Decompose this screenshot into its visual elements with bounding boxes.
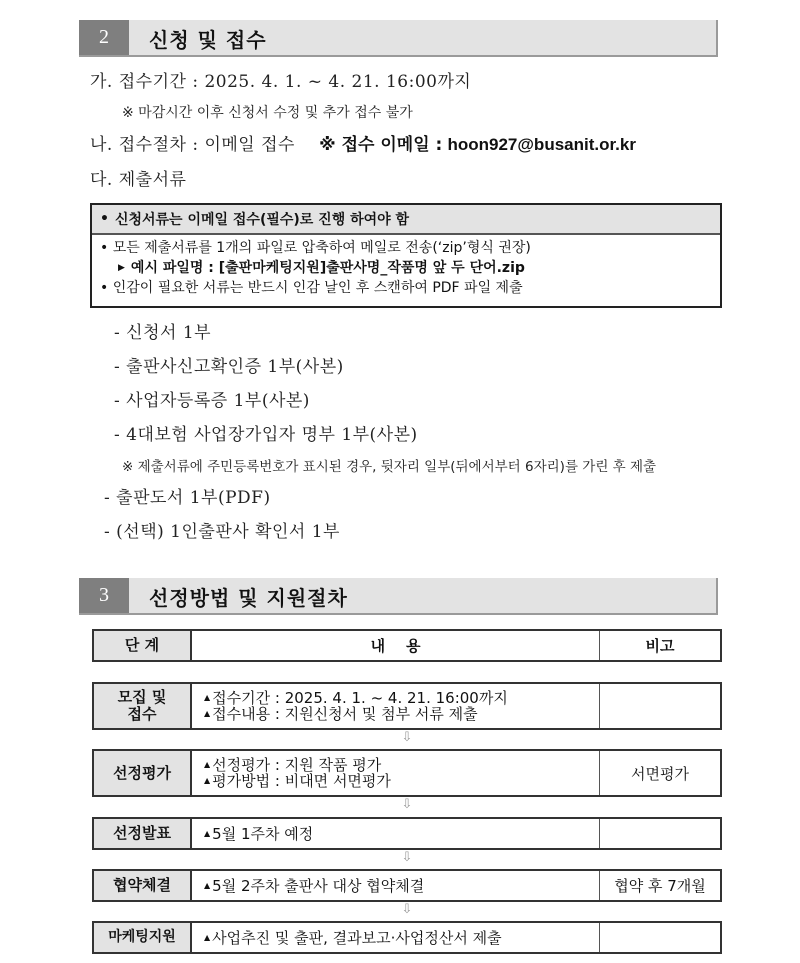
notice-item-text: 인감이 필요한 서류는 반드시 인감 날인 후 스캔하여 PDF 파일 제출 — [112, 280, 523, 296]
note-cell: 협약 후 7개월 — [614, 877, 706, 895]
document-item: - 출판도서 1부(PDF) — [104, 488, 271, 508]
down-arrow-icon: ⇩ — [401, 797, 413, 812]
procedure-row — [92, 921, 722, 954]
note-cell — [600, 923, 720, 952]
section-3-header — [79, 578, 718, 615]
triangle-up-icon: ▲ — [204, 828, 211, 838]
triangle-up-icon: ▲ — [204, 760, 211, 769]
stage-cell — [94, 684, 192, 728]
document-item: - 4대보험 사업장가입자 명부 1부(사본) — [114, 425, 418, 445]
content-text: 접수기간 : 2025. 4. 1. ~ 4. 21. 16:00까지 — [212, 689, 508, 707]
notice-item — [100, 278, 712, 298]
content-cell — [192, 684, 600, 728]
procedure-row — [92, 682, 722, 730]
procedure-line — [90, 130, 636, 155]
triangle-up-icon: ▲ — [204, 693, 211, 702]
documents-label: 다. 제출서류 — [90, 170, 187, 190]
note-cell: 서면평가 — [631, 764, 689, 783]
down-arrow-icon: ⇩ — [401, 850, 413, 865]
note-cell — [600, 684, 720, 728]
procedure-row — [92, 749, 722, 797]
procedure-label: 나. 접수절차 : 이메일 접수 — [90, 135, 295, 155]
section-title: 신청 및 접수 — [149, 28, 267, 52]
email-address[interactable]: hoon927@busanit.or.kr — [447, 135, 636, 154]
bullet-icon: • — [100, 240, 113, 256]
procedure-row — [92, 869, 722, 902]
document-item: - 출판사신고확인증 1부(사본) — [114, 357, 344, 377]
bullet-icon: • — [100, 280, 113, 296]
stage-cell: 마케팅지원 — [94, 923, 192, 952]
stage-cell: 선정평가 — [94, 751, 192, 795]
content-text: 사업추진 및 출판, 결과보고·사업정산서 제출 — [212, 928, 502, 947]
triangle-right-icon: ▶ — [118, 263, 125, 273]
notice-item-text: 모든 제출서류를 1개의 파일로 압축하여 메일로 전송(‘zip’형식 권장) — [112, 240, 531, 256]
notice-example-text: 예시 파일명 : [출판마케팅지원]출판사명_작품명 앞 두 단어.zip — [130, 260, 525, 276]
stage-label: 접수 — [127, 705, 157, 723]
document-item: - (선택) 1인출판사 확인서 1부 — [104, 522, 340, 542]
stage-cell: 선정발표 — [94, 819, 192, 848]
section-2-header — [79, 20, 718, 57]
content-text: 선정평가 : 지원 작품 평가 — [212, 756, 382, 774]
content-cell — [192, 819, 600, 848]
section-number: 2 — [79, 20, 129, 55]
content-cell — [192, 871, 600, 900]
procedure-table-header — [92, 629, 722, 662]
section-title: 선정방법 및 지원절차 — [149, 586, 348, 610]
application-period: 가. 접수기간 : 2025. 4. 1. ~ 4. 21. 16:00까지 — [90, 72, 472, 92]
stage-label: 모집 및 — [117, 688, 167, 706]
content-text: 평가방법 : 비대면 서면평가 — [212, 772, 391, 790]
documents-note: ※ 제출서류에 주민등록번호가 표시된 경우, 뒷자리 일부(뒤에서부터 6자리)를 가린 후 제출 — [122, 459, 657, 475]
stage-cell: 협약체결 — [94, 871, 192, 900]
triangle-up-icon: ▲ — [204, 880, 211, 890]
down-arrow-icon: ⇩ — [401, 730, 413, 745]
triangle-up-icon: ▲ — [204, 932, 211, 942]
bullet-icon: • — [100, 211, 109, 227]
procedure-row — [92, 817, 722, 850]
content-text: 5월 2주차 출판사 대상 협약체결 — [212, 876, 425, 895]
notice-item — [100, 238, 712, 258]
document-item: - 신청서 1부 — [114, 323, 212, 343]
note-cell — [600, 819, 720, 848]
down-arrow-icon: ⇩ — [401, 902, 413, 917]
content-cell — [192, 751, 600, 795]
period-note: ※ 마감시간 이후 신청서 수정 및 추가 접수 불가 — [122, 105, 413, 121]
section-number: 3 — [79, 578, 129, 613]
header-stage: 단 계 — [94, 631, 192, 660]
notice-box — [90, 203, 722, 308]
header-content: 내 용 — [192, 631, 600, 660]
content-text: 접수내용 : 지원신청서 및 첨부 서류 제출 — [212, 705, 478, 723]
document-item: - 사업자등록증 1부(사본) — [114, 391, 310, 411]
content-cell — [192, 923, 600, 952]
notice-header-text: 신청서류는 이메일 접수(필수)로 진행 하여야 함 — [114, 212, 410, 228]
notice-example — [100, 258, 712, 278]
notice-body — [92, 235, 720, 301]
triangle-up-icon: ▲ — [204, 776, 211, 785]
email-label: ※ 접수 이메일 : — [319, 135, 443, 155]
content-text: 5월 1주차 예정 — [212, 824, 314, 843]
triangle-up-icon: ▲ — [204, 709, 211, 718]
header-note: 비고 — [645, 637, 675, 655]
notice-header — [92, 205, 720, 235]
